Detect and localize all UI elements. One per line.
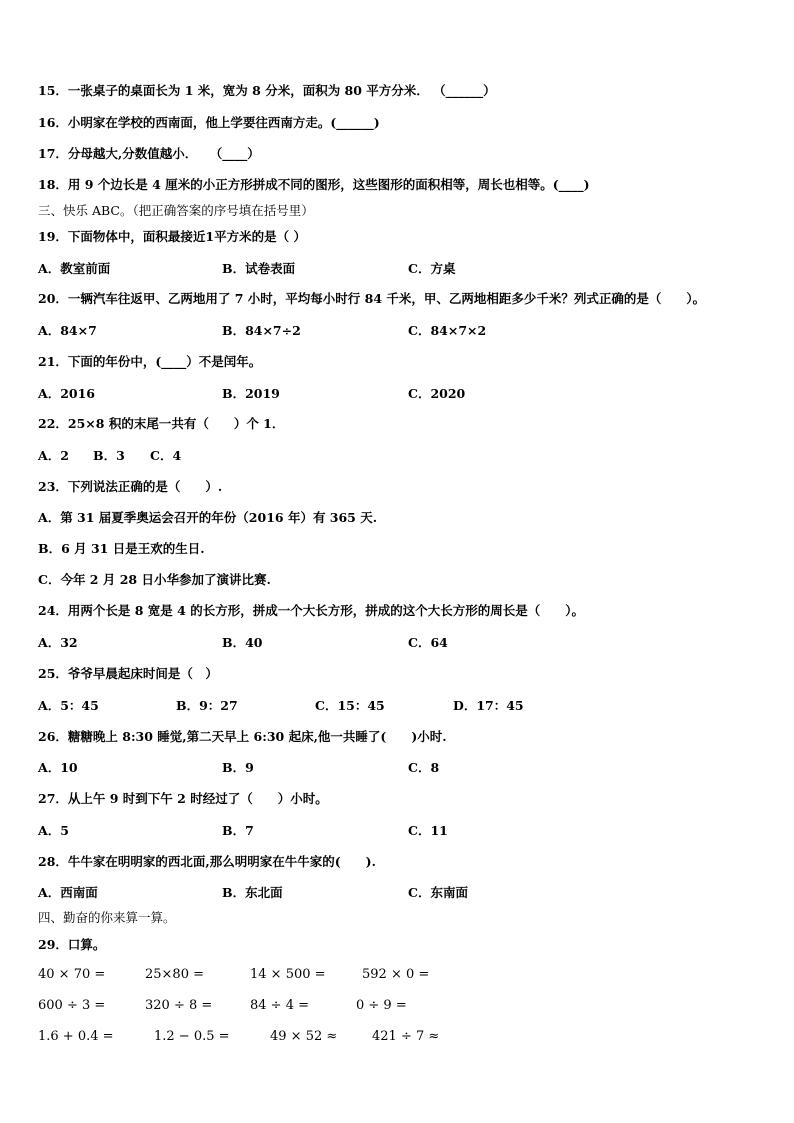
q28: 28．牛牛家在明明家的西北面,那么明明家在牛牛家的( ).: [38, 854, 376, 869]
q29: 29．口算。: [38, 937, 106, 952]
section4-heading: 四、勤奋的你来算一算。: [38, 910, 176, 925]
q24-option-a: A．32: [38, 635, 78, 650]
calc-item: 49 × 52 ≈: [270, 1029, 338, 1044]
q26-option-b: B．9: [222, 760, 254, 775]
q23: 23．下列说法正确的是（ ）.: [38, 479, 223, 494]
calc-item: 0 ÷ 9 =: [356, 998, 407, 1013]
q21-option-b: B．2019: [222, 386, 280, 401]
calc-item: 600 ÷ 3 =: [38, 998, 106, 1013]
q22: 22．25×8 积的末尾一共有（ ）个 1．: [38, 416, 285, 431]
q26-option-c: C．8: [408, 760, 440, 775]
q25-option-c: C．15：45: [315, 698, 385, 713]
q22-option-b: B．3: [93, 448, 125, 463]
q19-option-a: A．教室前面: [38, 261, 111, 276]
calc-item: 25×80 =: [145, 967, 205, 982]
calc-item: 14 × 500 =: [250, 967, 326, 982]
q28-option-b: B．东北面: [222, 885, 283, 900]
q25-option-a: A．5：45: [38, 698, 99, 713]
q19-option-b: B．试卷表面: [222, 261, 296, 276]
q19: 19．下面物体中，面积最接近1平方米的是（ ）: [38, 229, 306, 244]
q20-option-a: A．84×7: [38, 323, 97, 338]
q23-option-c: C．今年 2 月 28 日小华参加了演讲比赛.: [38, 572, 271, 587]
q24-option-c: C．64: [408, 635, 448, 650]
q20-option-c: C．84×7×2: [408, 323, 487, 338]
q19-option-c: C．方桌: [408, 261, 456, 276]
q16: 16．小明家在学校的西南面，他上学要往西南方走。(______): [38, 115, 380, 130]
section3-heading: 三、快乐 ABC。（把正确答案的序号填在括号里）: [38, 203, 314, 218]
q23-option-b: B．6 月 31 日是王欢的生日.: [38, 541, 205, 556]
q24-option-b: B．40: [222, 635, 263, 650]
q22-option-a: A．2: [38, 448, 69, 463]
q23-option-a: A．第 31 届夏季奥运会召开的年份（2016 年）有 365 天.: [38, 510, 378, 525]
q20-option-b: B．84×7÷2: [222, 323, 301, 338]
calc-item: 320 ÷ 8 =: [145, 998, 213, 1013]
q27: 27．从上午 9 时到下午 2 时经过了（ ）小时。: [38, 791, 328, 806]
q27-option-a: A．5: [38, 823, 69, 838]
q25-option-b: B．9：27: [176, 698, 238, 713]
q28-option-a: A．西南面: [38, 885, 98, 900]
q26: 26．糖糖晚上 8:30 睡觉,第二天早上 6:30 起床,他一共睡了( )小时.: [38, 729, 447, 744]
calc-item: 1.2 − 0.5 =: [154, 1029, 230, 1044]
calc-item: 592 × 0 =: [362, 967, 430, 982]
calc-item: 421 ÷ 7 ≈: [372, 1029, 440, 1044]
calc-item: 84 ÷ 4 =: [250, 998, 309, 1013]
q25: 25．爷爷早晨起床时间是（ ）: [38, 666, 218, 681]
q22-option-c: C．4: [150, 448, 182, 463]
q21-option-a: A．2016: [38, 386, 95, 401]
q24: 24．用两个长是 8 宽是 4 的长方形，拼成一个大长方形，拼成的这个大长方形的周长是（ ）。: [38, 603, 584, 618]
q26-option-a: A．10: [38, 760, 78, 775]
q21: 21．下面的年份中，(____）不是闰年。: [38, 354, 262, 369]
q27-option-b: B．7: [222, 823, 254, 838]
q20: 20．一辆汽车往返甲、乙两地用了 7 小时，平均每小时行 84 千米，甲、乙两地相距多少千米？列式正确的是（ ）。: [38, 291, 706, 306]
q17: 17．分母越大,分数值越小． （____）: [38, 146, 260, 161]
q25-option-d: D．17：45: [453, 698, 524, 713]
q21-option-c: C．2020: [408, 386, 466, 401]
calc-item: 1.6 + 0.4 =: [38, 1029, 114, 1044]
q28-option-c: C．东南面: [408, 885, 468, 900]
calc-item: 40 × 70 =: [38, 967, 106, 982]
q15: 15．一张桌子的桌面长为 1 米，宽为 8 分米，面积为 80 平方分米． （______）: [38, 83, 496, 98]
q18: 18．用 9 个边长是 4 厘米的小正方形拼成不同的图形，这些图形的面积相等，周长也相等。(____): [38, 177, 590, 192]
q27-option-c: C．11: [408, 823, 448, 838]
